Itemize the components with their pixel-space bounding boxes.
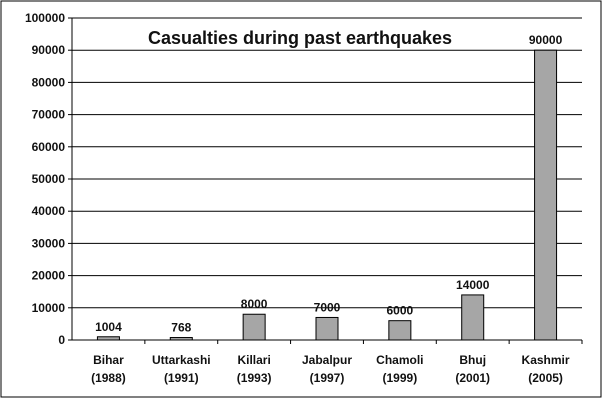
- y-tick-label: 10000: [31, 300, 65, 315]
- y-tick-label: 0: [58, 333, 65, 347]
- bar: [462, 295, 484, 340]
- x-tick-label-year: (1991): [163, 371, 199, 385]
- chart-title: Casualties during past earthquakes: [147, 28, 453, 48]
- y-tick-label: 40000: [31, 204, 65, 219]
- x-tick-label-name: Jabalpur: [301, 353, 353, 367]
- chart-frame: [1, 1, 601, 397]
- y-tick-label: 70000: [31, 107, 65, 122]
- y-tick-label: 20000: [31, 268, 65, 283]
- x-tick-label-year: (2005): [528, 371, 563, 385]
- x-tick-label-name: Kashmir: [521, 353, 570, 367]
- data-label: 768: [171, 320, 192, 335]
- bar: [316, 317, 338, 340]
- bar: [535, 50, 557, 340]
- x-tick-label-year: (1997): [309, 371, 345, 385]
- x-tick-label-year: (1993): [236, 371, 272, 385]
- bar: [170, 338, 192, 340]
- x-tick-label-year: (2001): [455, 371, 491, 385]
- data-label: 6000: [386, 303, 414, 318]
- data-label: 14000: [456, 277, 490, 292]
- data-label: 1004: [95, 319, 122, 334]
- y-tick-label: 80000: [31, 75, 65, 90]
- x-tick-label-name: Bihar: [93, 353, 124, 367]
- x-tick-label-year: (1999): [382, 371, 418, 385]
- y-tick-label: 50000: [31, 172, 65, 186]
- bar: [243, 314, 265, 340]
- bar: [389, 321, 411, 340]
- data-label: 8000: [240, 297, 268, 312]
- data-label: 90000: [528, 33, 563, 48]
- y-tick-label: 100000: [24, 11, 65, 25]
- y-tick-label: 90000: [31, 43, 65, 58]
- x-tick-label-name: Killari: [237, 353, 271, 367]
- x-tick-label-name: Chamoli: [376, 353, 424, 367]
- y-tick-label: 60000: [31, 139, 65, 154]
- x-tick-label-name: Bhuj: [459, 353, 487, 367]
- x-tick-label-year: (1988): [91, 371, 126, 385]
- x-tick-label-name: Uttarkashi: [151, 353, 211, 367]
- y-tick-label: 30000: [31, 236, 65, 251]
- bar: [97, 337, 119, 340]
- data-label: 7000: [313, 300, 341, 315]
